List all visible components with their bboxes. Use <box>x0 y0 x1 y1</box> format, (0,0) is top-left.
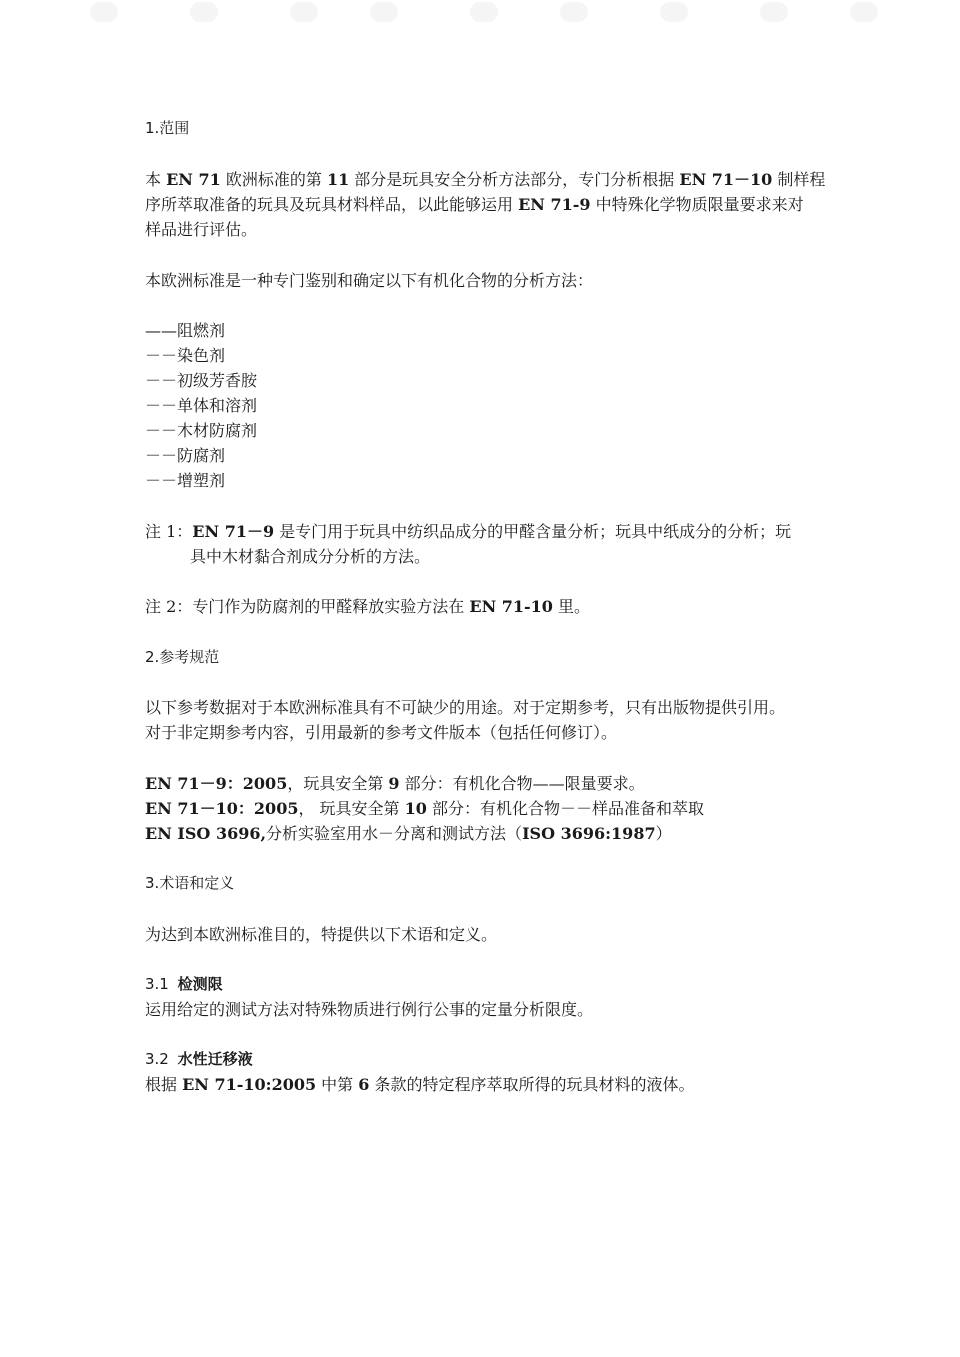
text: 样品进行评估。 <box>145 220 258 239</box>
standard-ref: EN ISO 3696, <box>145 824 267 843</box>
reference-1 <box>145 771 645 796</box>
s1-para1-line3 <box>145 217 257 242</box>
list-item: －－增塑剂 <box>145 471 226 490</box>
text: 是专门用于玩具中纺织品成分的甲醛含量分析；玩具中纸成分的分析；玩 <box>274 522 792 541</box>
text: 中第 <box>316 1075 359 1094</box>
standard-ref: EN 71－9 <box>192 522 275 541</box>
standard-ref: EN 71-9 <box>518 195 591 214</box>
text: 部分：有机化合物——限量要求。 <box>399 774 645 793</box>
text: 制样程 <box>772 170 826 189</box>
text: 序所萃取准备的玩具及玩具材料样品，以此能够运用 <box>145 195 519 214</box>
term-3-2-definition <box>145 1072 695 1097</box>
term-3-1-heading <box>145 972 223 997</box>
text: 部分是玩具安全分析方法部分，专门分析根据 <box>349 170 680 189</box>
s1-para1-line2 <box>145 192 804 217</box>
watermark-mark <box>470 2 498 22</box>
note-1-line1 <box>145 519 791 544</box>
standard-ref: EN 71－9：2005 <box>145 774 288 793</box>
text: 条款的特定程序萃取所得的玩具材料的液体。 <box>369 1075 695 1094</box>
text: ） <box>655 824 672 843</box>
text: 里。 <box>552 597 591 616</box>
section-1-heading: 1.范围 <box>145 119 190 137</box>
watermark-mark <box>660 2 688 22</box>
section-2-heading: 2.参考规范 <box>145 648 220 666</box>
part-number: 9 <box>388 774 400 793</box>
note-2 <box>145 594 590 619</box>
list-item: －－木材防腐剂 <box>145 421 258 440</box>
watermark-mark <box>850 2 878 22</box>
watermark-mark <box>560 2 588 22</box>
clause-number: 6 <box>358 1075 370 1094</box>
text: ：专门作为防腐剂的甲醛释放实验方法在 <box>176 597 470 616</box>
s1-para1-line1 <box>145 167 825 192</box>
term-title: 水性迁移液 <box>177 1050 253 1068</box>
note-label: 注 1 <box>145 522 177 541</box>
reference-2 <box>145 796 704 821</box>
term-number: 3.2 <box>145 1050 169 1068</box>
list-item: ——阻燃剂 <box>145 321 226 340</box>
s3-intro: 为达到本欧洲标准目的，特提供以下术语和定义。 <box>145 925 498 944</box>
part-number: 11 <box>326 170 350 189</box>
text: 中特殊化学物质限量要求来对 <box>590 195 804 214</box>
watermark-mark <box>190 2 218 22</box>
part-number: 10 <box>404 799 427 818</box>
note-label: 注 2 <box>145 597 177 616</box>
list-item: －－染色剂 <box>145 346 226 365</box>
note-1-line2: 具中木材黏合剂成分分析的方法。 <box>190 547 431 566</box>
standard-ref: EN 71-10 <box>469 597 553 616</box>
text: 欧洲标准的第 <box>220 170 327 189</box>
text: 部分：有机化合物－－样品准备和萃取 <box>426 799 705 818</box>
list-item: －－防腐剂 <box>145 446 226 465</box>
standard-ref: EN 71－10 <box>679 170 773 189</box>
section-3-heading: 3.术语和定义 <box>145 874 235 892</box>
term-title: 检测限 <box>177 975 223 993</box>
term-3-2-heading <box>145 1047 253 1072</box>
standard-ref: EN 71-10:2005 <box>182 1075 317 1094</box>
watermark-mark <box>290 2 318 22</box>
text: 根据 <box>145 1075 183 1094</box>
text: ，玩具安全第 <box>287 774 389 793</box>
standard-ref: EN 71 <box>166 170 221 189</box>
text: ： <box>176 522 193 541</box>
watermark-mark <box>90 2 118 22</box>
text: ， 玩具安全第 <box>298 799 405 818</box>
term-3-1-definition: 运用给定的测试方法对特殊物质进行例行公事的定量分析限度。 <box>145 1000 594 1019</box>
watermark-mark <box>370 2 398 22</box>
text: 本 <box>145 170 167 189</box>
list-item: －－单体和溶剂 <box>145 396 258 415</box>
list-item: －－初级芳香胺 <box>145 371 258 390</box>
term-number: 3.1 <box>145 975 169 993</box>
text: 分析实验室用水－分离和测试方法（ <box>266 824 523 843</box>
s2-para1-line1: 以下参考数据对于本欧洲标准具有不可缺少的用途。对于定期参考，只有出版物提供引用。 <box>145 698 786 717</box>
standard-ref: ISO 3696:1987 <box>522 824 656 843</box>
watermark-strip <box>0 0 960 30</box>
reference-3 <box>145 821 672 846</box>
s1-para2: 本欧洲标准是一种专门鉴别和确定以下有机化合物的分析方法： <box>145 271 594 290</box>
watermark-mark <box>760 2 788 22</box>
s2-para1-line2: 对于非定期参考内容，引用最新的参考文件版本（包括任何修订）。 <box>145 723 618 742</box>
standard-ref: EN 71－10：2005 <box>145 799 299 818</box>
